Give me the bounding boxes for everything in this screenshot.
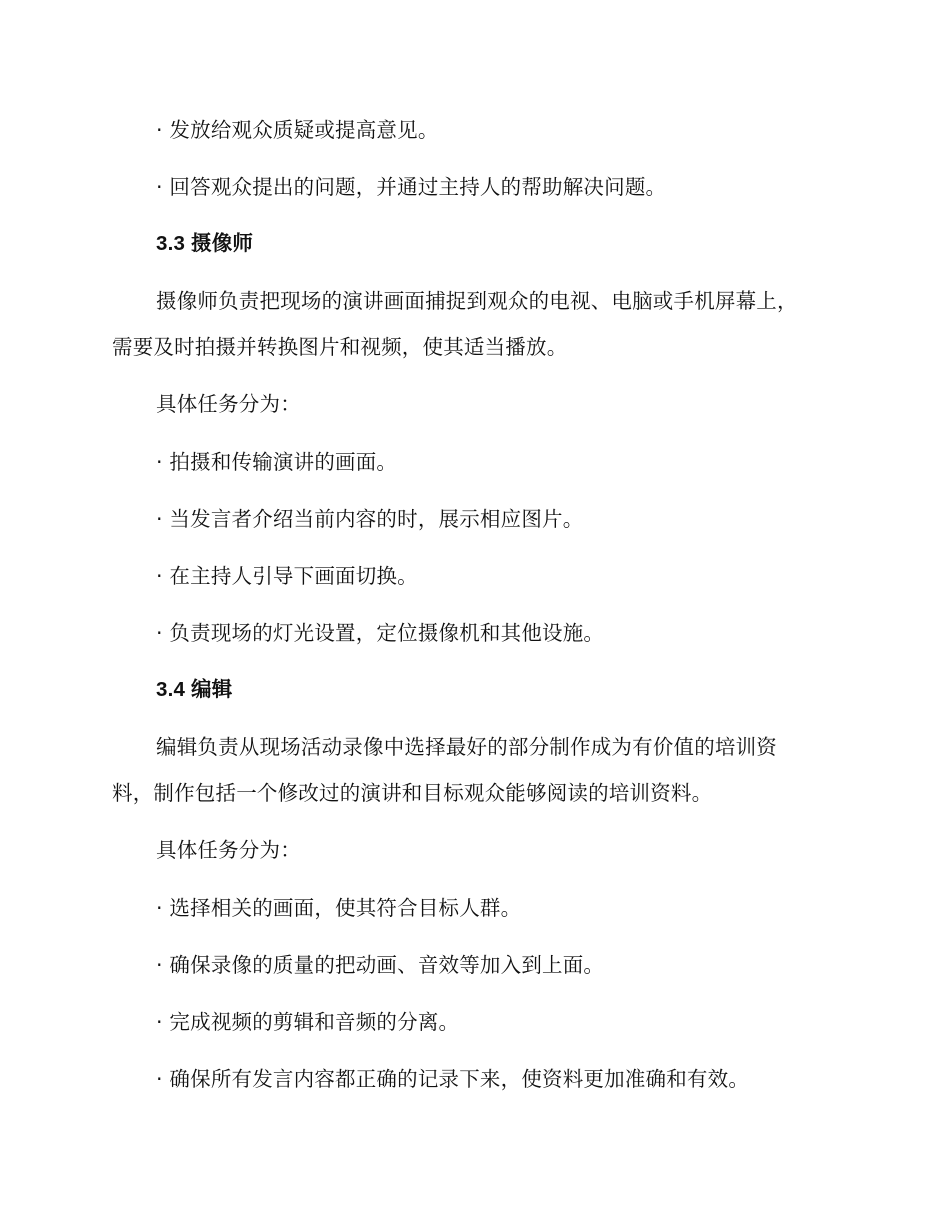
- paragraph-line: 编辑负责从现场活动录像中选择最好的部分制作成为有价值的培训资: [156, 735, 777, 759]
- bullet-item: · 选择相关的画面，使其符合目标人群。: [156, 896, 522, 920]
- section-heading-3-3: 3.3 摄像师: [156, 232, 254, 255]
- paragraph-line: 料，制作包括一个修改过的演讲和目标观众能够阅读的培训资料。: [112, 781, 713, 805]
- tasks-intro: 具体任务分为：: [156, 392, 301, 416]
- paragraph-line: 摄像师负责把现场的演讲画面捕捉到观众的电视、电脑或手机屏幕上，: [156, 289, 798, 313]
- paragraph-line: 需要及时拍摄并转换图片和视频，使其适当播放。: [112, 335, 568, 359]
- bullet-item: · 当发言者介绍当前内容的时，展示相应图片。: [156, 507, 584, 531]
- bullet-item: · 发放给观众质疑或提高意见。: [156, 118, 439, 142]
- bullet-item: · 回答观众提出的问题，并通过主持人的帮助解决问题。: [156, 175, 667, 199]
- bullet-item: · 拍摄和传输演讲的画面。: [156, 450, 398, 474]
- tasks-intro: 具体任务分为：: [156, 838, 301, 862]
- bullet-item: · 在主持人引导下画面切换。: [156, 564, 418, 588]
- bullet-item: · 确保录像的质量的把动画、音效等加入到上面。: [156, 953, 605, 977]
- bullet-item: · 负责现场的灯光设置，定位摄像机和其他设施。: [156, 621, 605, 645]
- bullet-item: · 完成视频的剪辑和音频的分离。: [156, 1010, 460, 1034]
- section-heading-3-4: 3.4 编辑: [156, 678, 233, 701]
- bullet-item: · 确保所有发言内容都正确的记录下来，使资料更加准确和有效。: [156, 1067, 750, 1091]
